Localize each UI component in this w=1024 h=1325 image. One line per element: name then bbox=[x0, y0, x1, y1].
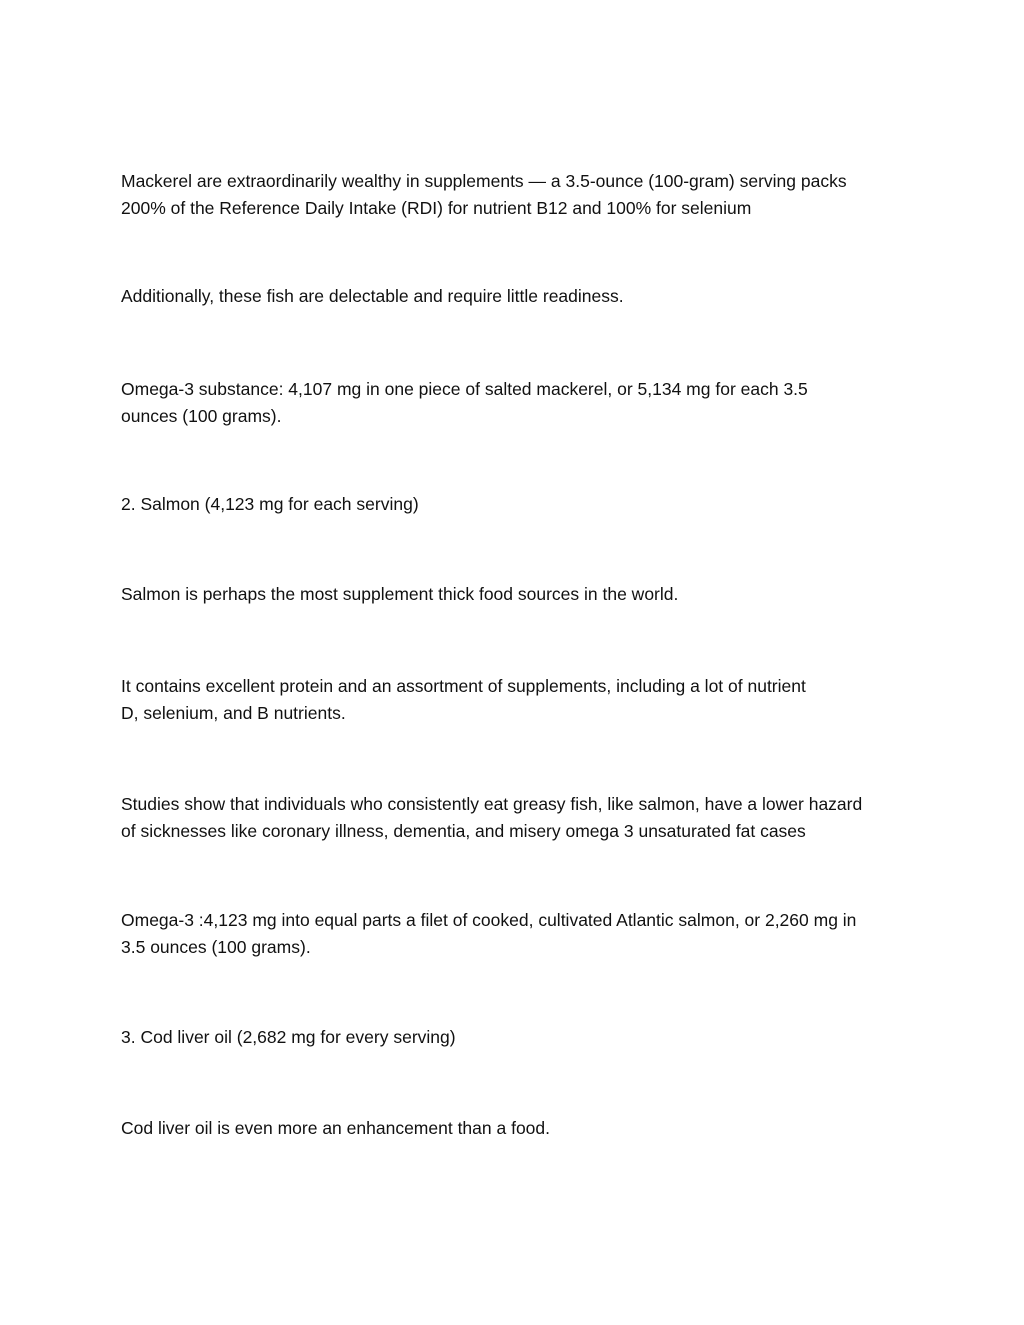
paragraph-line: Omega-3 :4,123 mg into equal parts a filet of cooked, cultivated Atlantic salmon, or 2,260 mg in bbox=[121, 910, 857, 930]
paragraph-line: Mackerel are extraordinarily wealthy in supplements — a 3.5-ounce (100-gram) serving packs bbox=[121, 171, 847, 191]
paragraph-line: 3. Cod liver oil (2,682 mg for every serving) bbox=[121, 1027, 456, 1047]
paragraph-salmon-protein bbox=[121, 673, 921, 727]
paragraph-line: Studies show that individuals who consistently eat greasy fish, like salmon, have a lower hazard bbox=[121, 794, 863, 814]
paragraph-salmon-omega3 bbox=[121, 907, 921, 961]
paragraph-salmon-studies bbox=[121, 791, 921, 845]
paragraph-line: 200% of the Reference Daily Intake (RDI) for nutrient B12 and 100% for selenium bbox=[121, 198, 752, 218]
paragraph-line: of sicknesses like coronary illness, dementia, and misery omega 3 unsaturated fat cases bbox=[121, 821, 806, 841]
paragraph-line: It contains excellent protein and an assortment of supplements, including a lot of nutrient bbox=[121, 676, 806, 696]
paragraph-cod-liver-oil bbox=[121, 1115, 921, 1142]
paragraph-line: 2. Salmon (4,123 mg for each serving) bbox=[121, 494, 419, 514]
paragraph-mackerel-nutrients bbox=[121, 168, 921, 222]
heading-cod-liver-oil bbox=[121, 1024, 921, 1051]
paragraph-salmon-intro bbox=[121, 581, 921, 608]
paragraph-line: ounces (100 grams). bbox=[121, 406, 282, 426]
paragraph-line: Cod liver oil is even more an enhancement than a food. bbox=[121, 1118, 551, 1138]
paragraph-line: Additionally, these fish are delectable and require little readiness. bbox=[121, 286, 624, 306]
paragraph-line: Salmon is perhaps the most supplement thick food sources in the world. bbox=[121, 584, 679, 604]
paragraph-line: 3.5 ounces (100 grams). bbox=[121, 937, 311, 957]
paragraph-mackerel-taste bbox=[121, 283, 921, 310]
paragraph-mackerel-omega3 bbox=[121, 376, 921, 430]
paragraph-line: D, selenium, and B nutrients. bbox=[121, 703, 346, 723]
heading-salmon bbox=[121, 491, 921, 518]
paragraph-line: Omega-3 substance: 4,107 mg in one piece of salted mackerel, or 5,134 mg for each 3.5 bbox=[121, 379, 808, 399]
